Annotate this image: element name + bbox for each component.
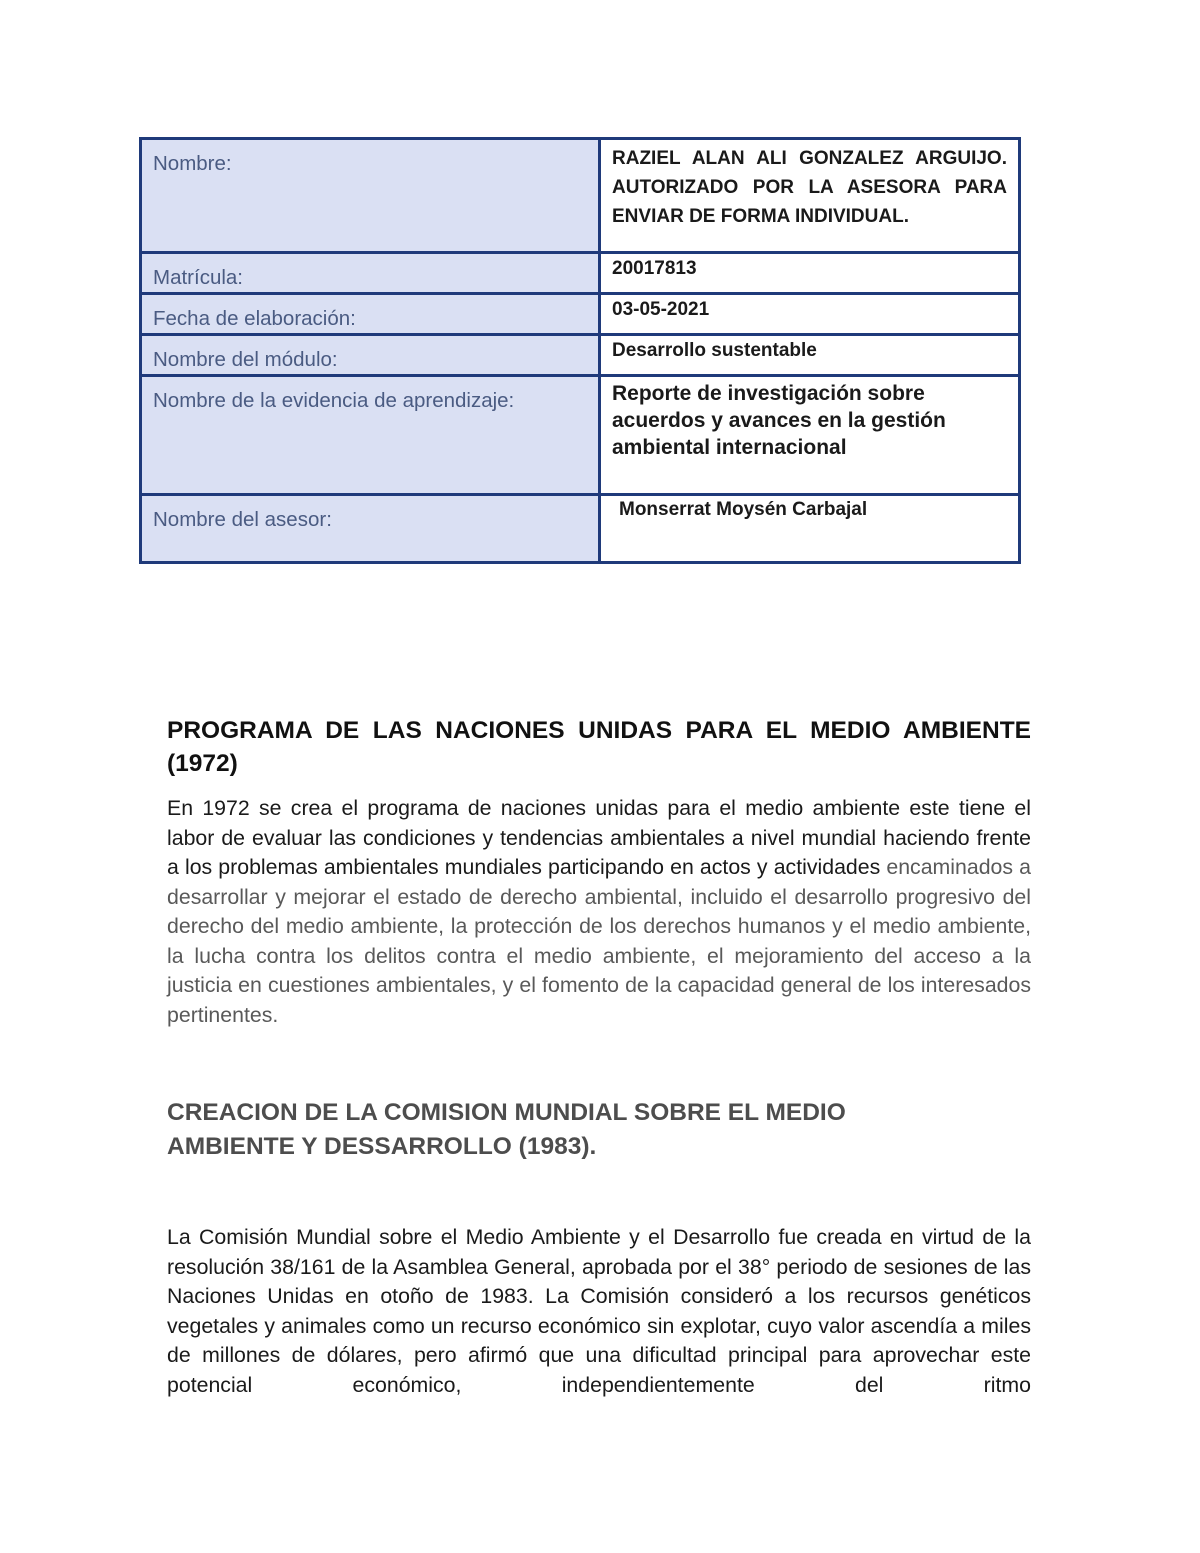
section-heading-unep: PROGRAMA DE LAS NACIONES UNIDAS PARA EL MEDIO AMBIENTE (1972): [167, 717, 1031, 777]
table-row-module: [141, 335, 1020, 376]
table-row-advisor: [141, 495, 1020, 563]
student-info-table: [139, 137, 1021, 564]
section-paragraph-commission: La Comisión Mundial sobre el Medio Ambiente y el Desarrollo fue creada en virtud de la resolución 38/161 de la Asamblea General, aprobada por el 38° periodo de sesiones de las Naciones Unidas en otoño de 1983. La Comisión consideró a los recursos genéticos vegetales y animales como un recurso económico sin explotar, cuyo valor ascendía a miles de millones de dólares, pero afirmó que una dificultad principal para aprovechar este potencial económico, independientemente del ritmo: [167, 1225, 1031, 1397]
section-paragraph-unep: [167, 794, 1031, 1030]
label-name: Nombre:: [141, 139, 600, 253]
table-row-matricula: [141, 253, 1020, 294]
label-advisor: Nombre del asesor:: [141, 495, 600, 563]
label-evidence: Nombre de la evidencia de aprendizaje:: [141, 376, 600, 495]
value-advisor: Monserrat Moysén Carbajal: [600, 495, 1020, 563]
paragraph-part-grey: encaminados a desarrollar y mejorar el estado de derecho ambiental, incluido el desarrollo progresivo del derecho del medio ambiente, la protección de los derechos humanos y el medio ambiente, la lucha contra los delitos contra el medio ambiente, el mejoramiento del acceso a la justicia en cuestiones ambientales, y el fomento de la capacidad general de los interesados pertinentes.: [167, 855, 1031, 1027]
table-row-name: [141, 139, 1020, 253]
paragraph-part-dark: En 1972 se crea el programa de naciones unidas para el medio ambiente este tiene el labor de evaluar las condiciones y tendencias ambientales a nivel mundial haciendo frente a los problemas ambientales mundiales participando en actos y actividades: [167, 796, 1031, 879]
value-name: RAZIEL ALAN ALI GONZALEZ ARGUIJO. AUTORIZADO POR LA ASESORA PARA ENVIAR DE FORMA INDIVIDUAL.: [600, 139, 1020, 253]
table-row-evidence: [141, 376, 1020, 495]
label-matricula: Matrícula:: [141, 253, 600, 294]
table-row-date: [141, 294, 1020, 335]
label-date: Fecha de elaboración:: [141, 294, 600, 335]
section-heading-commission: CREACION DE LA COMISION MUNDIAL SOBRE EL MEDIO AMBIENTE Y DESSARROLLO (1983).: [167, 1099, 846, 1160]
value-matricula: 20017813: [600, 253, 1020, 294]
value-date: 03-05-2021: [600, 294, 1020, 335]
value-evidence: Reporte de investigación sobre acuerdos y avances en la gestión ambiental internacional: [600, 376, 1020, 495]
label-module: Nombre del módulo:: [141, 335, 600, 376]
value-module: Desarrollo sustentable: [600, 335, 1020, 376]
